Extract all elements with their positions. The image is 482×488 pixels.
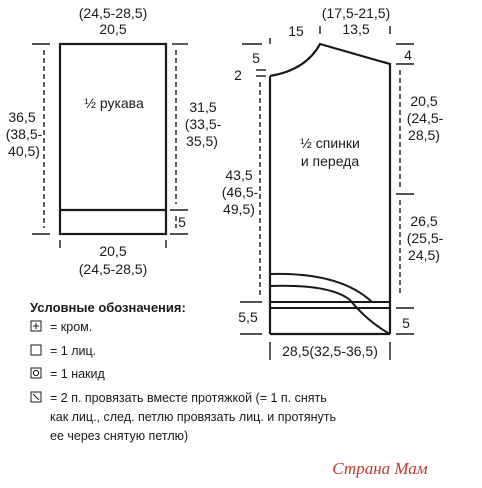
body-left-height-3: 49,5) — [223, 201, 255, 217]
sleeve-right-height-3: 35,5) — [186, 133, 218, 149]
body-bottom-width: 28,5(32,5-36,5) — [282, 343, 378, 359]
sleeve-bottom-width-range: (24,5-28,5) — [78, 261, 148, 277]
sleeve-bottom-width: 20,5 — [99, 243, 127, 259]
body-shoulder-drop: 4 — [404, 47, 412, 63]
sleeve-cuff-height: 5 — [178, 214, 186, 230]
body-top-width: 13,5 — [342, 21, 370, 37]
body-top-width-range: (17,5-21,5) — [321, 5, 391, 21]
body-armhole-height-2: (24,5- — [406, 110, 444, 126]
body-side-height-3: 24,5) — [408, 247, 440, 263]
watermark: Страна Мам — [332, 459, 428, 478]
sleeve-top-width-range: (24,5-28,5) — [78, 5, 148, 21]
body-schematic — [240, 26, 414, 360]
sleeve-left-height-3: 40,5) — [8, 143, 40, 159]
sleeve-label: ½ рукава — [84, 95, 144, 111]
body-left-height-1: 43,5 — [225, 167, 253, 183]
body-label-line2: и переда — [300, 153, 360, 169]
legend-title: Условные обозначения: — [30, 300, 186, 315]
body-neck-depth: 5 — [252, 50, 260, 66]
sleeve-right-height-2: (33,5- — [184, 116, 222, 132]
body-side-height-1: 26,5 — [410, 213, 438, 229]
plus-box-icon — [31, 321, 41, 331]
sleeve-right-height-1: 31,5 — [189, 99, 217, 115]
legend-item-2: = 1 лиц. — [50, 344, 97, 358]
body-label-line1: ½ спинки — [300, 135, 360, 151]
sleeve-left-height-1: 36,5 — [8, 109, 36, 125]
body-left-height-2: (46,5- — [221, 184, 259, 200]
legend-item-4-line2: как лиц., след. петлю провязать лиц. и протянуть — [50, 410, 337, 424]
sleeve-outline — [60, 44, 166, 234]
sleeve-schematic — [32, 44, 188, 248]
circle-box-icon — [31, 368, 41, 378]
legend-item-4: = 2 п. провязать вместе протяжкой (= 1 п. снять — [50, 391, 327, 405]
slash-box-icon — [31, 392, 41, 402]
legend — [30, 300, 336, 443]
body-armhole-height-1: 20,5 — [410, 93, 438, 109]
body-armhole-height-3: 28,5) — [408, 127, 440, 143]
body-neck-width: 15 — [288, 23, 304, 39]
body-curve-lower — [270, 286, 390, 334]
sleeve-left-height-2: (38,5- — [5, 126, 43, 142]
body-neck-depth-small: 2 — [234, 67, 242, 83]
body-side-height-2: (25,5- — [406, 230, 444, 246]
empty-box-icon — [31, 345, 41, 355]
legend-item-1: = кром. — [50, 320, 93, 334]
body-hem-left: 5,5 — [238, 309, 258, 325]
sleeve-top-width: 20,5 — [99, 21, 127, 37]
body-hem-right: 5 — [402, 315, 410, 331]
legend-item-4-line3: ее через снятую петлю) — [50, 429, 189, 443]
legend-item-3: = 1 накид — [50, 367, 105, 381]
